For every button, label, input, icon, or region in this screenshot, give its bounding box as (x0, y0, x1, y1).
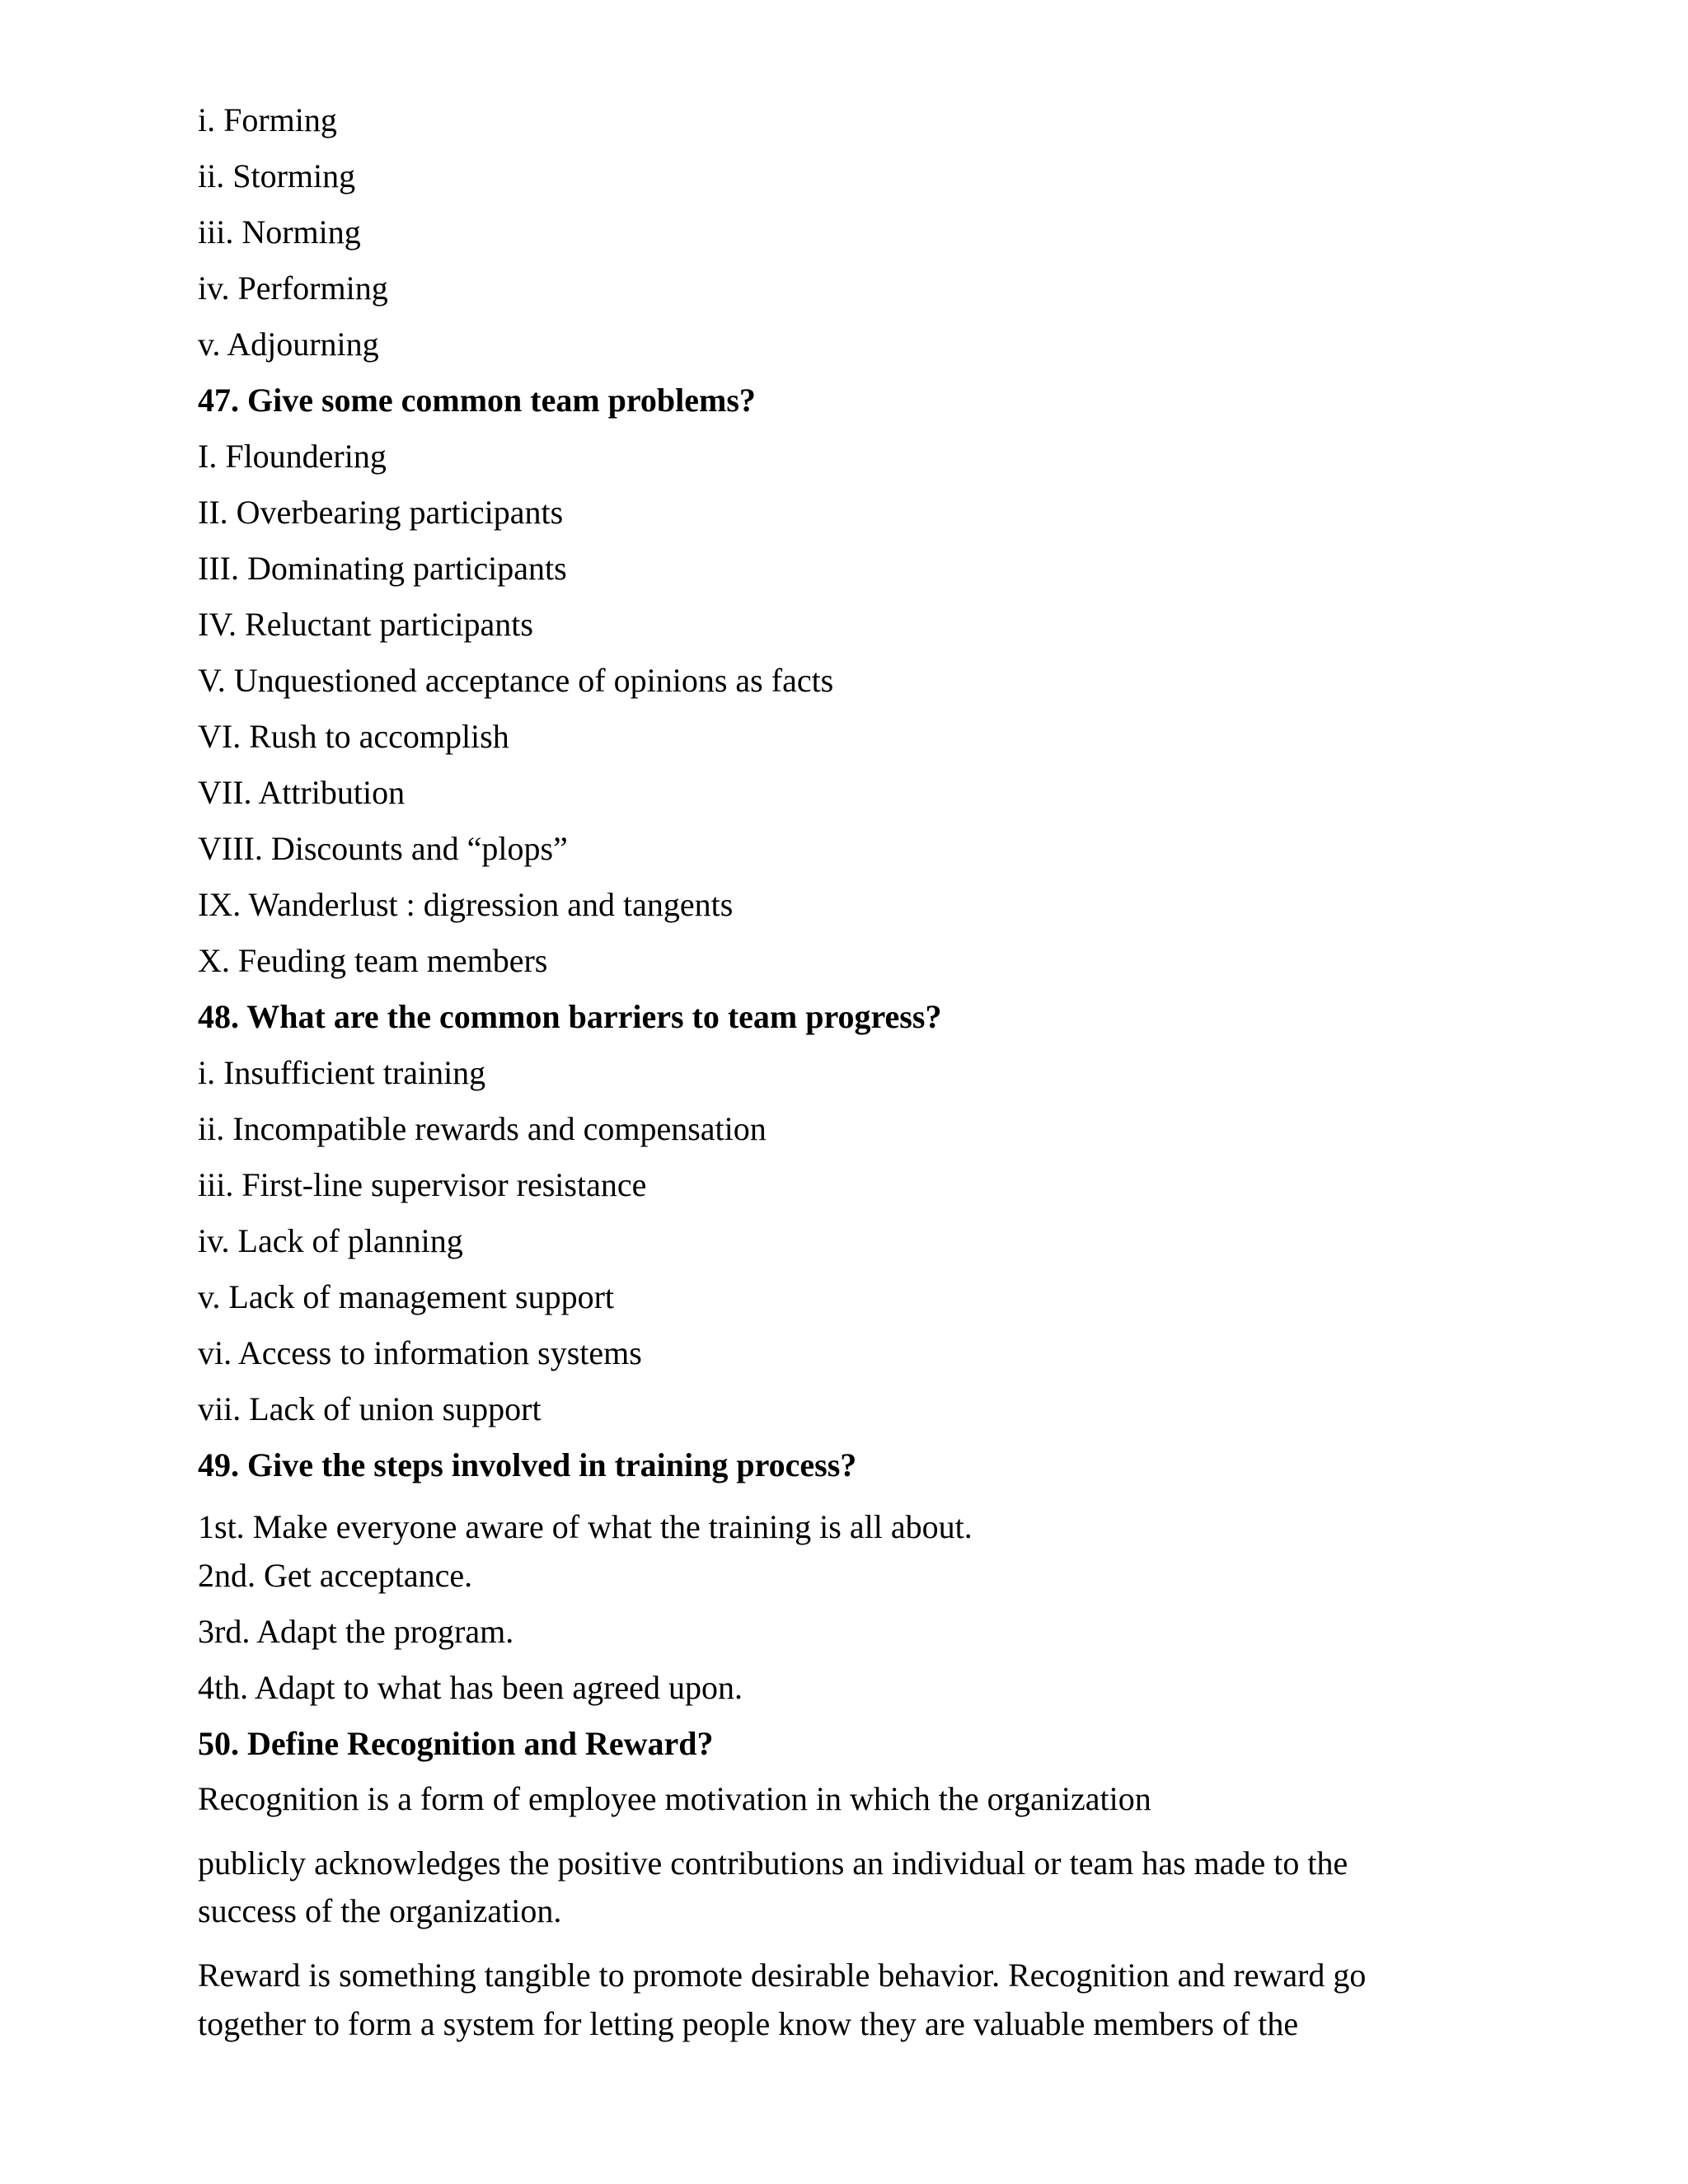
list-item: II. Overbearing participants (198, 494, 564, 531)
list-item: VII. Attribution (198, 774, 406, 811)
list-item: iii. Norming (198, 213, 361, 251)
question-heading-49: 49. Give the steps involved in training process? (198, 1446, 857, 1483)
list-item: VIII. Discounts and “plops” (198, 830, 568, 867)
list-item: IX. Wanderlust : digression and tangents (198, 886, 734, 923)
list-item: i. Forming (198, 101, 337, 138)
paragraph-line: success of the organization. (198, 1892, 562, 1929)
list-item: i. Insufficient training (198, 1054, 486, 1091)
list-item: iv. Performing (198, 269, 388, 307)
list-item: X. Feuding team members (198, 942, 548, 979)
list-item: I. Floundering (198, 438, 387, 475)
paragraph-line: together to form a system for letting people know they are valuable members of the (198, 2005, 1299, 2042)
list-item: iii. First-line supervisor resistance (198, 1166, 647, 1203)
list-item: 2nd. Get acceptance. (198, 1557, 473, 1594)
list-item: 1st. Make everyone aware of what the training is all about. (198, 1508, 973, 1545)
list-item: III. Dominating participants (198, 550, 567, 587)
list-item: iv. Lack of planning (198, 1222, 463, 1259)
question-heading-47: 47. Give some common team problems? (198, 382, 756, 419)
question-heading-48: 48. What are the common barriers to team progress? (198, 998, 942, 1035)
paragraph-line: Recognition is a form of employee motivation in which the organization (198, 1780, 1151, 1817)
list-item: IV. Reluctant participants (198, 606, 533, 643)
list-item: vi. Access to information systems (198, 1334, 642, 1371)
list-item: 4th. Adapt to what has been agreed upon. (198, 1669, 743, 1706)
list-item: VI. Rush to accomplish (198, 718, 509, 755)
list-item: 3rd. Adapt the program. (198, 1613, 514, 1650)
list-item: v. Lack of management support (198, 1278, 615, 1315)
paragraph-line: Reward is something tangible to promote desirable behavior. Recognition and reward go (198, 1957, 1367, 1994)
list-item: ii. Incompatible rewards and compensation (198, 1110, 767, 1147)
list-item: vii. Lack of union support (198, 1390, 542, 1427)
list-item: ii. Storming (198, 157, 356, 194)
list-item: V. Unquestioned acceptance of opinions as facts (198, 662, 834, 699)
paragraph-line: publicly acknowledges the positive contributions an individual or team has made to the (198, 1844, 1348, 1882)
list-item: v. Adjourning (198, 326, 379, 363)
question-heading-50: 50. Define Recognition and Reward? (198, 1725, 714, 1762)
